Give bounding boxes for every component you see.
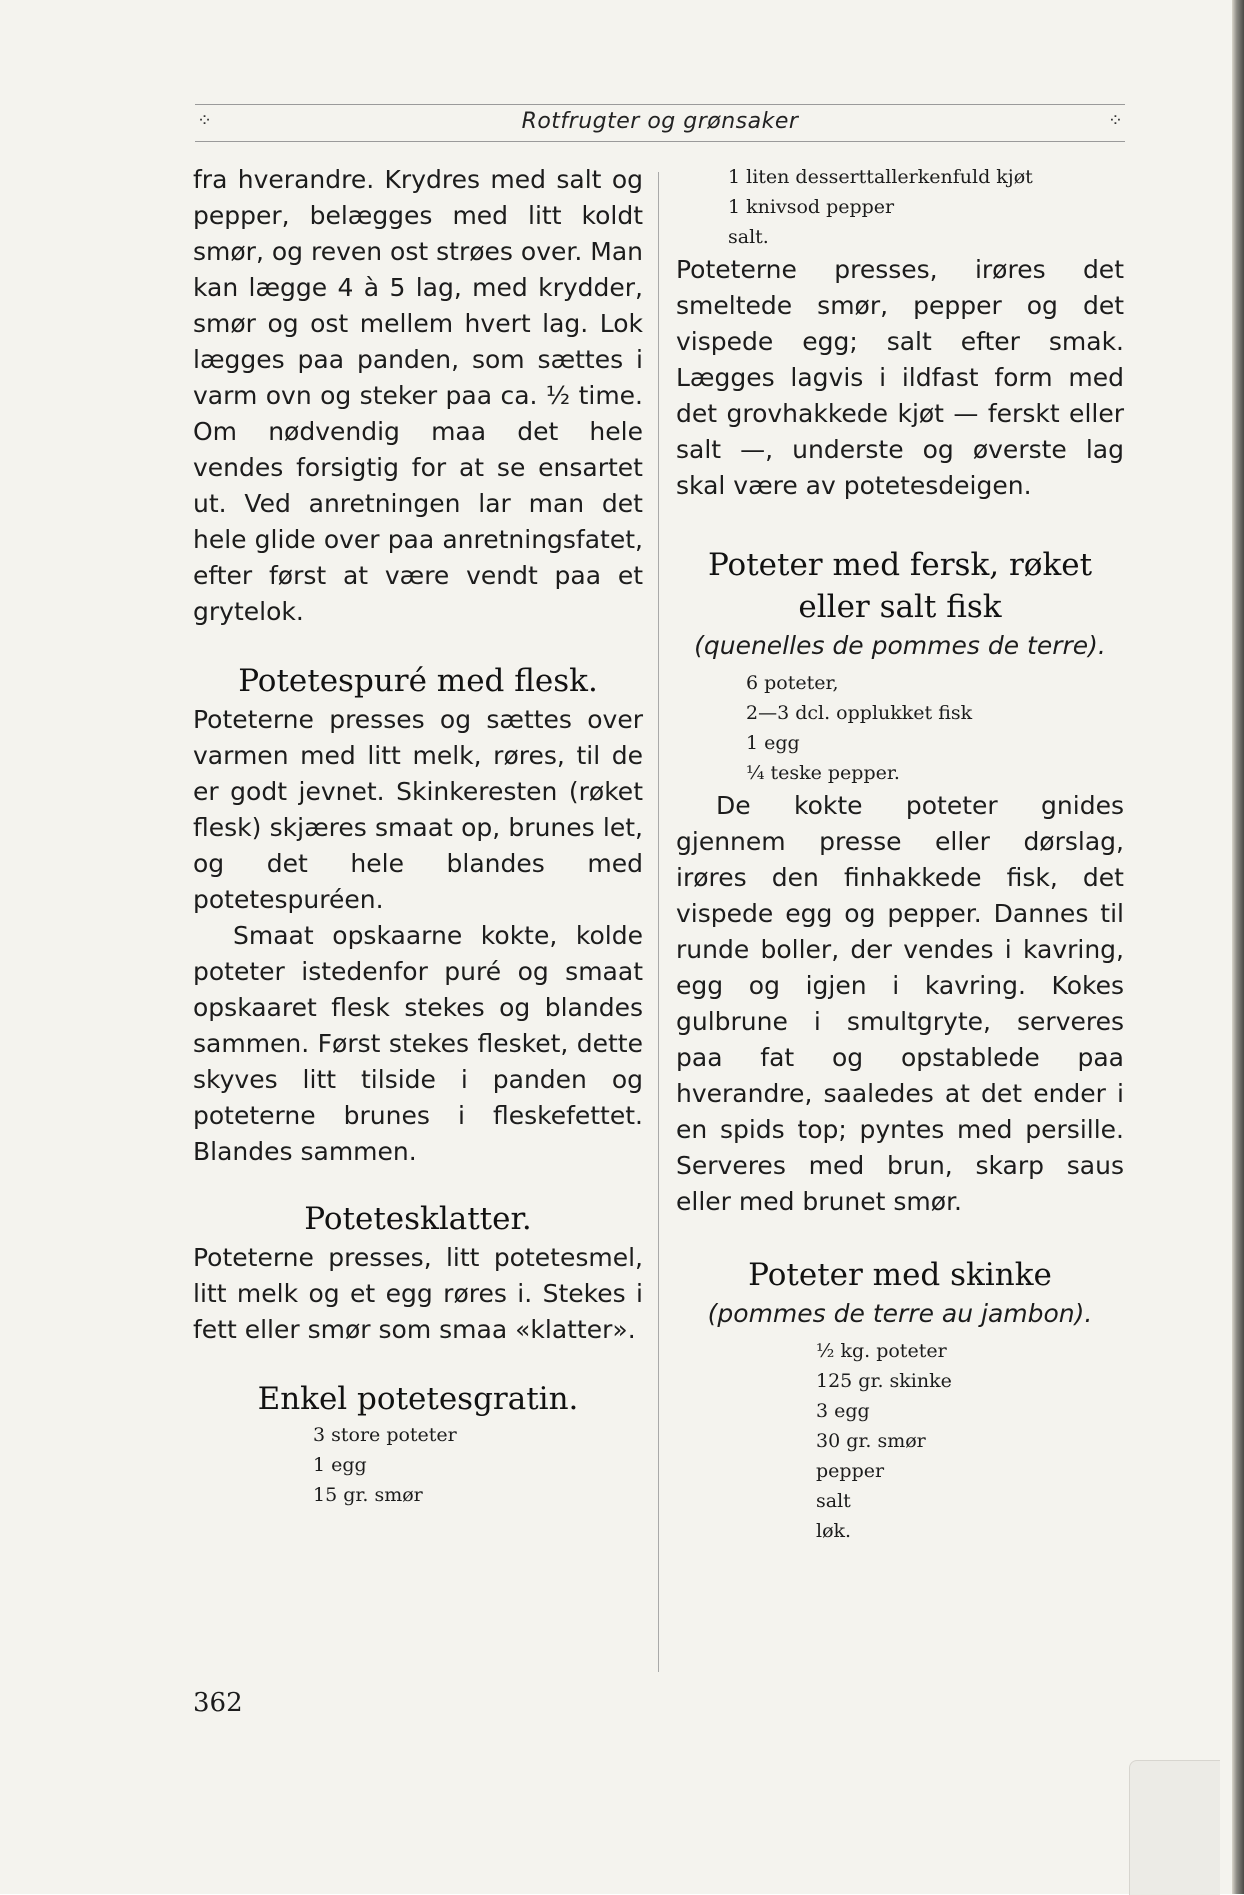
ornament-right-icon: ⁘ <box>1107 110 1123 131</box>
intro-paragraph: fra hverandre. Krydres med salt og pepper, belægges med litt koldt smør, og reven ost strøes over. Man kan lægge 4 à 5 lag, med krydder, smør og ost mellem hvert lag. Lok lægges paa panden, som sættes i varm ovn og steker paa ca. ½ time. Om nødvendig maa det hele vendes forsigtig for at se ensartet ut. Ved anretningen lar man det hele glide over paa anretningsfatet, efter først at være vendt paa et grytelok. <box>193 165 643 626</box>
ingredient-item: 1 egg <box>313 1454 367 1476</box>
skinke-ingredients <box>676 1336 1124 1546</box>
page-curl <box>1129 1760 1220 1895</box>
ingredient-item: 1 knivsod pepper <box>728 196 895 218</box>
ingredient-item: 15 gr. smør <box>313 1484 423 1506</box>
right-column <box>676 162 1124 1546</box>
column-divider <box>658 172 659 1672</box>
page-number: 362 <box>193 1688 243 1718</box>
gratin-ingredients <box>193 1420 643 1510</box>
recipe-subtitle-skinke: (pommes de terre au jambon). <box>707 1299 1093 1328</box>
recipe-title-gratin: Enkel potetesgratin. <box>257 1381 579 1417</box>
ingredient-item: 3 egg <box>816 1400 870 1422</box>
ingredient-item: løk. <box>816 1520 852 1542</box>
ingredient-item: ½ kg. poteter <box>816 1340 947 1362</box>
ingredient-item: 1 liten desserttallerkenfuld kjøt <box>728 166 1033 188</box>
ingredient-item: salt. <box>728 226 769 248</box>
gratin-paragraph: Poteterne presses, irøres det smeltede smør, pepper og det vispede egg; salt efter smak. Lægges lagvis i ildfast form med det grovhakkede kjøt — ferskt eller salt —, underste og øverste lag skal være av potetesdeigen. <box>676 255 1124 500</box>
pure-paragraph-1: Poteterne presses og sættes over varmen med litt melk, røres, til de er godt jevnet. Skinkeresten (røket flesk) skjæres smaat op, brunes let, og det hele blandes med potetespuréen. <box>193 705 643 914</box>
ingredient-item: 30 gr. smør <box>816 1430 926 1452</box>
ingredient-item: 2—3 dcl. opplukket fisk <box>746 702 973 724</box>
ingredient-item: ¼ teske pepper. <box>746 762 900 784</box>
pure-paragraph-2: Smaat opskaarne kokte, kolde poteter istedenfor puré og smaat opskaaret flesk stekes og blandes sammen. Først stekes flesket, dette skyves litt tilside i panden og poteterne brunes i fleskefettet. Blandes sammen. <box>193 921 643 1166</box>
fisk-paragraph: De kokte poteter gnides gjennem presse eller dørslag, irøres den finhakkede fisk, det vispede egg og pepper. Dannes til runde boller, der vendes i kavring, egg og igjen i kavring. Kokes gulbrune i smultgryte, serveres paa fat og opstablede paa hverandre, saaledes at det ender i en spids top; pyntes med persille. Serveres med brun, skarp saus eller med brunet smør. <box>676 791 1124 1216</box>
ornament-left-icon: ⁘ <box>197 110 213 131</box>
klatter-paragraph: Poteterne presses, litt potetesmel, litt melk og et egg røres i. Stekes i fett eller smør som smaa «klatter». <box>193 1243 643 1344</box>
recipe-title-skinke: Poteter med skinke <box>748 1257 1052 1293</box>
ingredient-item: 125 gr. skinke <box>816 1370 952 1392</box>
ingredient-item: pepper <box>816 1460 885 1482</box>
ingredient-item: 1 egg <box>746 732 800 754</box>
recipe-subtitle-fisk: (quenelles de pommes de terre). <box>694 631 1106 660</box>
ingredient-item: salt <box>816 1490 851 1512</box>
recipe-title-pure: Potetespuré med flesk. <box>238 663 598 699</box>
recipe-title-klatter: Potetesklatter. <box>304 1201 532 1237</box>
recipe-title-fisk: Poteter med fersk, røket eller salt fisk <box>707 547 1093 625</box>
ingredient-item: 6 poteter, <box>746 672 839 694</box>
ingredient-item: 3 store poteter <box>313 1424 457 1446</box>
running-title: Rotfrugter og grønsaker <box>521 109 799 134</box>
left-column <box>193 162 643 1510</box>
fisk-ingredients <box>676 668 1124 788</box>
gratin-ingredients-continued <box>676 162 1124 252</box>
running-header <box>195 104 1125 142</box>
book-spine-edge <box>1232 0 1244 1894</box>
